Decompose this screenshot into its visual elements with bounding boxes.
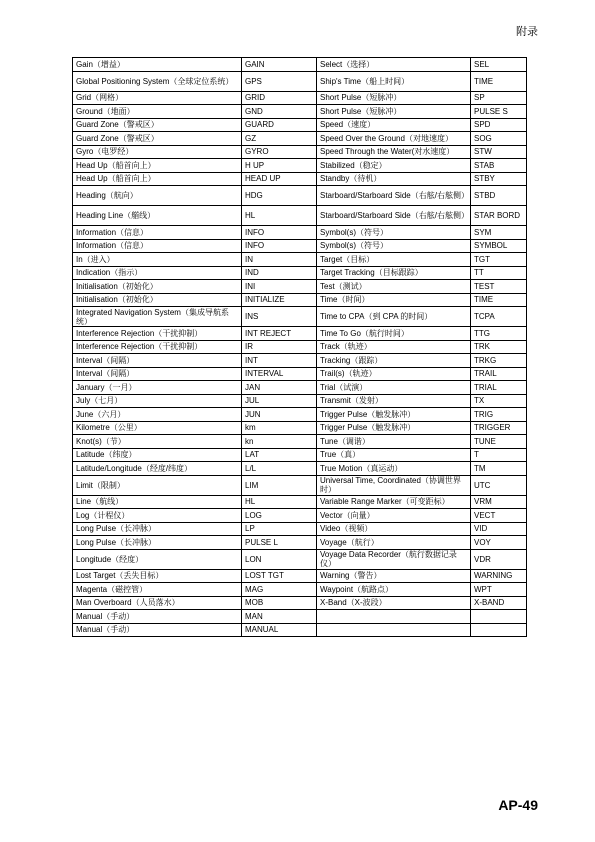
term-cell: Long Pulse（长冲脉） <box>73 522 242 536</box>
abbreviation-cell: INT <box>242 354 317 368</box>
abbreviation-cell: MAN <box>242 610 317 624</box>
abbreviation-cell: SOG <box>471 132 527 146</box>
term-cell: Guard Zone（警戒区） <box>73 132 242 146</box>
term-cell: Gyro（电罗经） <box>73 145 242 159</box>
abbreviation-cell: GRID <box>242 91 317 105</box>
term-cell: Magenta（磁控管） <box>73 583 242 597</box>
abbreviation-cell: TCPA <box>471 307 527 327</box>
abbreviation-cell: LON <box>242 549 317 569</box>
table-row <box>73 226 527 240</box>
term-cell: Indication（指示） <box>73 266 242 280</box>
abbreviation-cell: HL <box>242 206 317 226</box>
term-cell: Speed Through the Water(对水速度） <box>317 145 471 159</box>
table-row <box>73 495 527 509</box>
table-row <box>73 421 527 435</box>
term-cell: Head Up（船首向上） <box>73 172 242 186</box>
term-cell <box>317 610 471 624</box>
table-row <box>73 172 527 186</box>
term-cell: Trial（试演） <box>317 381 471 395</box>
abbreviation-cell: HEAD UP <box>242 172 317 186</box>
page-number: AP-49 <box>498 797 538 813</box>
abbreviation-cell: STBY <box>471 172 527 186</box>
abbreviation-cell: INS <box>242 307 317 327</box>
abbreviation-cell: JUL <box>242 394 317 408</box>
term-cell: Initialisation（初始化） <box>73 280 242 294</box>
term-cell: Interval（间隔） <box>73 354 242 368</box>
abbreviation-cell: TRIG <box>471 408 527 422</box>
term-cell: Time To Go（航行时间） <box>317 327 471 341</box>
abbreviation-cell: TX <box>471 394 527 408</box>
table-row <box>73 367 527 381</box>
abbreviation-cell: JUN <box>242 408 317 422</box>
abbreviation-cell: TUNE <box>471 435 527 449</box>
abbreviation-cell: TRIGGER <box>471 421 527 435</box>
table-row <box>73 293 527 307</box>
term-cell: Stabilized（稳定） <box>317 159 471 173</box>
term-cell: Information（信息） <box>73 239 242 253</box>
term-cell: Transmit（发射） <box>317 394 471 408</box>
abbreviation-cell: GUARD <box>242 118 317 132</box>
abbreviation-cell: VECT <box>471 509 527 523</box>
term-cell: Guard Zone（警戒区） <box>73 118 242 132</box>
table-row <box>73 327 527 341</box>
term-cell: Head Up（船首向上） <box>73 159 242 173</box>
abbreviation-cell: TTG <box>471 327 527 341</box>
table-row <box>73 394 527 408</box>
term-cell: Latitude（纬度） <box>73 448 242 462</box>
term-cell: Trigger Pulse（触发脉冲） <box>317 421 471 435</box>
abbreviation-cell: STBD <box>471 186 527 206</box>
term-cell <box>317 623 471 637</box>
table-row <box>73 91 527 105</box>
abbreviation-cell: km <box>242 421 317 435</box>
abbreviation-cell: LIM <box>242 475 317 495</box>
table-row <box>73 435 527 449</box>
abbreviation-cell: TT <box>471 266 527 280</box>
abbreviation-cell: TRKG <box>471 354 527 368</box>
term-cell: Man Overboard（人员落水） <box>73 596 242 610</box>
table-row <box>73 448 527 462</box>
table-row <box>73 132 527 146</box>
abbreviation-cell: INTERVAL <box>242 367 317 381</box>
abbreviation-cell: SYM <box>471 226 527 240</box>
term-cell: Target Tracking（目标跟踪） <box>317 266 471 280</box>
abbreviation-cell <box>471 610 527 624</box>
abbreviation-cell: INI <box>242 280 317 294</box>
table-row <box>73 239 527 253</box>
term-cell: Ship's Time（船上时间） <box>317 71 471 91</box>
term-cell: Time to CPA（到 CPA 的时间） <box>317 307 471 327</box>
term-cell: Starboard/Starboard Side（右舷/右舷侧） <box>317 206 471 226</box>
abbreviation-cell <box>471 623 527 637</box>
abbreviation-cell: STAB <box>471 159 527 173</box>
term-cell: Log（计程仪） <box>73 509 242 523</box>
term-cell: Line（航线） <box>73 495 242 509</box>
abbreviation-cell: VRM <box>471 495 527 509</box>
term-cell: Ground（地面） <box>73 105 242 119</box>
term-cell: True（真） <box>317 448 471 462</box>
abbreviation-cell: TRK <box>471 340 527 354</box>
abbreviation-cell: INT REJECT <box>242 327 317 341</box>
table-row <box>73 569 527 583</box>
term-cell: Manual（手动） <box>73 610 242 624</box>
term-cell: Trigger Pulse（触发脉冲） <box>317 408 471 422</box>
table-row <box>73 280 527 294</box>
abbreviation-cell: INFO <box>242 226 317 240</box>
table-row <box>73 159 527 173</box>
term-cell: Symbol(s)（符号） <box>317 239 471 253</box>
table-row <box>73 105 527 119</box>
term-cell: Tracking（跟踪） <box>317 354 471 368</box>
abbreviation-cell: STAR BORD <box>471 206 527 226</box>
term-cell: Latitude/Longitude（经度/纬度） <box>73 462 242 476</box>
table-row <box>73 549 527 569</box>
abbreviation-cell: VDR <box>471 549 527 569</box>
table-row <box>73 610 527 624</box>
abbreviation-cell: TRIAL <box>471 381 527 395</box>
table-row <box>73 118 527 132</box>
term-cell: Information（信息） <box>73 226 242 240</box>
term-cell: X-Band（X-波段） <box>317 596 471 610</box>
table-row <box>73 307 527 327</box>
term-cell: Lost Target（丢失目标） <box>73 569 242 583</box>
abbreviation-cell: L/L <box>242 462 317 476</box>
abbreviation-cell: GZ <box>242 132 317 146</box>
term-cell: Long Pulse（长冲脉） <box>73 536 242 550</box>
term-cell: Heading Line（艏线） <box>73 206 242 226</box>
table-row <box>73 253 527 267</box>
term-cell: Voyage（航行） <box>317 536 471 550</box>
table-row <box>73 522 527 536</box>
table-row <box>73 509 527 523</box>
abbreviation-cell: T <box>471 448 527 462</box>
table-row <box>73 354 527 368</box>
abbreviation-cell: X-BAND <box>471 596 527 610</box>
abbreviation-cell: INITIALIZE <box>242 293 317 307</box>
term-cell: Manual（手动） <box>73 623 242 637</box>
abbreviation-cell: GYRO <box>242 145 317 159</box>
term-cell: Knot(s)（节） <box>73 435 242 449</box>
abbreviation-cell: JAN <box>242 381 317 395</box>
abbreviation-cell: TGT <box>471 253 527 267</box>
abbreviation-cell: LP <box>242 522 317 536</box>
table-row <box>73 583 527 597</box>
term-cell: Gain（增益） <box>73 58 242 72</box>
abbreviation-cell: PULSE S <box>471 105 527 119</box>
abbreviation-cell: STW <box>471 145 527 159</box>
abbreviation-cell: PULSE L <box>242 536 317 550</box>
table-row <box>73 145 527 159</box>
abbreviation-cell: GPS <box>242 71 317 91</box>
term-cell: Vector（向量） <box>317 509 471 523</box>
table-row <box>73 475 527 495</box>
term-cell: Longitude（经度） <box>73 549 242 569</box>
page-header: 附录 <box>516 26 538 38</box>
term-cell: Interference Rejection（干扰抑制） <box>73 340 242 354</box>
abbreviation-cell: HDG <box>242 186 317 206</box>
abbreviation-cell: MAG <box>242 583 317 597</box>
abbreviation-cell: LAT <box>242 448 317 462</box>
abbreviation-cell: H UP <box>242 159 317 173</box>
term-cell: Heading（航向） <box>73 186 242 206</box>
term-cell: Video（视频） <box>317 522 471 536</box>
abbreviation-cell: VOY <box>471 536 527 550</box>
term-cell: June（六月） <box>73 408 242 422</box>
abbreviation-cell: WARNING <box>471 569 527 583</box>
term-cell: Starboard/Starboard Side（右舷/右舷侧） <box>317 186 471 206</box>
term-cell: Integrated Navigation System（集成导航系统） <box>73 307 242 327</box>
abbreviation-cell: LOG <box>242 509 317 523</box>
term-cell: Global Positioning System（全球定位系统） <box>73 71 242 91</box>
abbreviation-cell: WPT <box>471 583 527 597</box>
table-row <box>73 71 527 91</box>
table-row <box>73 340 527 354</box>
abbreviation-cell: TRAIL <box>471 367 527 381</box>
abbreviation-cell: UTC <box>471 475 527 495</box>
abbreviation-table-body <box>73 58 527 637</box>
term-cell: Variable Range Marker（可变距标） <box>317 495 471 509</box>
abbreviation-cell: VID <box>471 522 527 536</box>
abbreviation-cell: HL <box>242 495 317 509</box>
term-cell: Track（轨迹） <box>317 340 471 354</box>
abbreviation-cell: TIME <box>471 293 527 307</box>
table-row <box>73 596 527 610</box>
term-cell: Short Pulse（短脉冲） <box>317 91 471 105</box>
table-row <box>73 623 527 637</box>
term-cell: Speed（速度） <box>317 118 471 132</box>
abbreviation-cell: TIME <box>471 71 527 91</box>
abbreviation-cell: MANUAL <box>242 623 317 637</box>
term-cell: Voyage Data Recorder（航行数据记录仪） <box>317 549 471 569</box>
term-cell: January（一月） <box>73 381 242 395</box>
term-cell: Grid（网格） <box>73 91 242 105</box>
abbreviation-cell: GND <box>242 105 317 119</box>
term-cell: Interval（间隔） <box>73 367 242 381</box>
term-cell: Speed Over the Ground（对地速度） <box>317 132 471 146</box>
abbreviation-cell: SPD <box>471 118 527 132</box>
table-row <box>73 408 527 422</box>
abbreviation-cell: SEL <box>471 58 527 72</box>
abbreviation-table <box>72 57 527 637</box>
term-cell: Kilometre（公里） <box>73 421 242 435</box>
term-cell: Initialisation（初始化） <box>73 293 242 307</box>
abbreviation-cell: kn <box>242 435 317 449</box>
table-row <box>73 266 527 280</box>
term-cell: Tune（调谐） <box>317 435 471 449</box>
term-cell: July（七月） <box>73 394 242 408</box>
term-cell: Interference Rejection（干扰抑制） <box>73 327 242 341</box>
table-row <box>73 186 527 206</box>
term-cell: Waypoint（航路点） <box>317 583 471 597</box>
term-cell: Time（时间） <box>317 293 471 307</box>
term-cell: Short Pulse（短脉冲） <box>317 105 471 119</box>
abbreviation-cell: IN <box>242 253 317 267</box>
abbreviation-cell: IND <box>242 266 317 280</box>
abbreviation-cell: TM <box>471 462 527 476</box>
table-row <box>73 462 527 476</box>
term-cell: Standby（待机） <box>317 172 471 186</box>
term-cell: True Motion（真运动） <box>317 462 471 476</box>
term-cell: Limit（限制） <box>73 475 242 495</box>
term-cell: Universal Time, Coordinated（协调世界时） <box>317 475 471 495</box>
abbreviation-cell: INFO <box>242 239 317 253</box>
abbreviation-cell: SYMBOL <box>471 239 527 253</box>
term-cell: Warning（警告） <box>317 569 471 583</box>
table-row <box>73 381 527 395</box>
table-row <box>73 206 527 226</box>
term-cell: Select（选择） <box>317 58 471 72</box>
term-cell: Symbol(s)（符号） <box>317 226 471 240</box>
abbreviation-cell: SP <box>471 91 527 105</box>
table-row <box>73 58 527 72</box>
term-cell: Test（测试） <box>317 280 471 294</box>
term-cell: Target（目标） <box>317 253 471 267</box>
abbreviation-cell: GAIN <box>242 58 317 72</box>
term-cell: Trail(s)（轨迹） <box>317 367 471 381</box>
term-cell: In（进入） <box>73 253 242 267</box>
table-row <box>73 536 527 550</box>
abbreviation-cell: MOB <box>242 596 317 610</box>
abbreviation-cell: TEST <box>471 280 527 294</box>
abbreviation-cell: IR <box>242 340 317 354</box>
abbreviation-cell: LOST TGT <box>242 569 317 583</box>
